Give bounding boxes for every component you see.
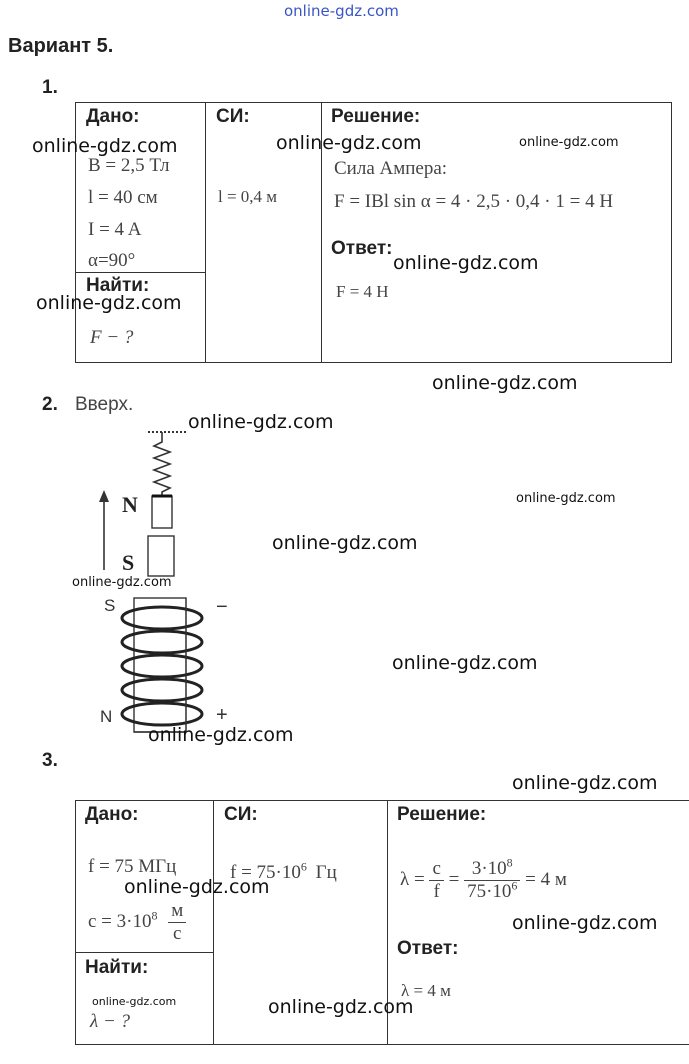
watermark: online-gdz.com <box>392 652 538 674</box>
magnet-bottom-block <box>148 536 174 576</box>
sol-f: f <box>433 881 440 902</box>
watermark: online-gdz.com <box>516 491 616 506</box>
watermark: online-gdz.com <box>512 772 658 794</box>
magnet-pole-n: N <box>122 492 138 517</box>
given-c-unit-den: с <box>173 923 182 944</box>
sol-c: c <box>429 858 443 881</box>
site-header-link[interactable]: online-gdz.com <box>284 2 399 20</box>
problem1-answer-header: Ответ: <box>331 238 393 259</box>
problem3-divider-1 <box>213 800 214 1045</box>
problem3-find-value: λ − ? <box>90 1011 131 1032</box>
problem1-given-l: l = 40 см <box>88 187 158 208</box>
variant-title: Вариант 5. <box>8 35 114 57</box>
coil-pole-n: N <box>100 707 113 726</box>
problem1-find-value: F − ? <box>90 327 134 348</box>
given-c-lhs: c = 3·10 <box>88 910 152 932</box>
watermark: online-gdz.com <box>519 135 619 150</box>
watermark: online-gdz.com <box>188 411 334 433</box>
problem1-solution-header: Решение: <box>331 106 421 127</box>
given-c-exp: 8 <box>151 908 158 923</box>
problem3-find-header: Найти: <box>85 957 149 978</box>
watermark: online-gdz.com <box>36 292 182 314</box>
problem3-given-header: Дано: <box>85 804 139 825</box>
problem3-si-header: СИ: <box>224 804 258 825</box>
problem1-answer-value: F = 4 H <box>336 282 389 301</box>
problem1-given-i: I = 4 A <box>88 219 142 240</box>
si-lhs: f = 75·10 <box>230 862 301 883</box>
sol-den: 75·10 <box>467 881 512 902</box>
magnet-top-block <box>152 496 172 528</box>
problem1-given-alpha: α=90° <box>88 250 136 271</box>
up-arrowhead <box>99 490 109 502</box>
sol-num-exp: 8 <box>506 855 513 870</box>
problem1-find-header: Найти: <box>86 275 150 296</box>
sol-eq: = <box>448 868 460 890</box>
si-exp: 6 <box>300 859 307 874</box>
watermark: online-gdz.com <box>272 532 418 554</box>
plus-terminal: + <box>216 704 228 726</box>
watermark: online-gdz.com <box>268 996 414 1018</box>
watermark: online-gdz.com <box>432 372 578 394</box>
coil-pole-s: S <box>104 596 116 615</box>
magnet-pole-s: S <box>122 550 135 575</box>
problem1-number: 1. <box>42 77 58 98</box>
given-c-unit-num: м <box>168 900 186 923</box>
problem1-given-header: Дано: <box>86 106 140 127</box>
problem1-given-find-divider <box>75 272 206 273</box>
problem1-formula: F = IBl sin α = 4 · 2,5 · 0,4 · 1 = 4 H <box>334 191 614 212</box>
watermark: online-gdz.com <box>124 876 270 898</box>
sol-result: = 4 м <box>525 868 567 890</box>
problem3-solution-header: Решение: <box>397 804 487 825</box>
problem1-solution-text: Сила Ампера: <box>334 158 448 179</box>
problem1-divider-1 <box>205 102 206 363</box>
watermark: online-gdz.com <box>393 252 539 274</box>
watermark: online-gdz.com <box>32 135 178 157</box>
sol-den-exp: 6 <box>511 878 518 893</box>
sol-lambda: λ = <box>400 868 425 890</box>
minus-terminal: − <box>216 596 228 618</box>
problem3-given-f: f = 75 МГц <box>88 856 177 877</box>
watermark: online-gdz.com <box>512 912 658 934</box>
problem2-answer: Вверх. <box>75 394 134 415</box>
problem3-formula <box>400 855 567 903</box>
problem1-si-header: СИ: <box>216 106 250 127</box>
problem1-given-b: B = 2,5 Тл <box>88 155 170 176</box>
problem3-given-find-divider <box>75 952 214 953</box>
si-unit: Гц <box>315 862 337 883</box>
watermark: online-gdz.com <box>92 995 177 1008</box>
coil-core <box>134 598 186 732</box>
problem3-number: 3. <box>42 750 58 771</box>
problem2-number: 2. <box>42 394 58 415</box>
watermark: online-gdz.com <box>276 132 422 154</box>
problem3-answer-header: Ответ: <box>397 938 459 959</box>
problem1-si-value: l = 0,4 м <box>218 187 278 206</box>
spring <box>154 432 170 496</box>
problem3-answer-value: λ = 4 м <box>401 981 451 1000</box>
sol-num: 3·10 <box>471 858 507 879</box>
problem3-given-c <box>88 900 186 945</box>
watermark: online-gdz.com <box>148 724 294 746</box>
watermark: online-gdz.com <box>72 575 172 590</box>
